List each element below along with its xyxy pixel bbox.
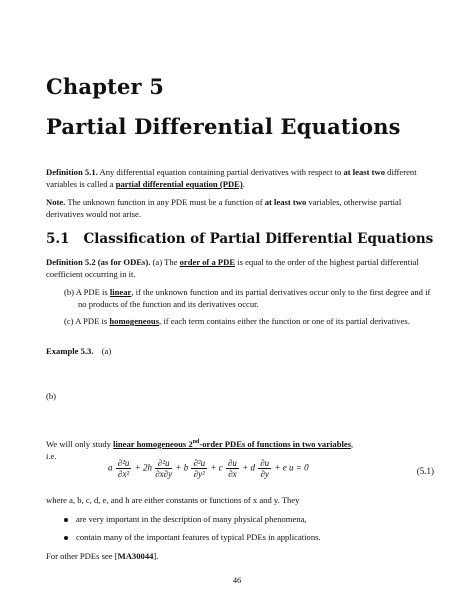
- example-part-a: (a): [101, 346, 112, 356]
- note: [46, 196, 432, 220]
- study-text: We will only study: [46, 438, 114, 449]
- definition-5-1: [46, 166, 432, 190]
- definition-text: Any differential equation containing partial derivatives with respect to: [97, 167, 344, 177]
- example-label: Example 5.3.: [46, 346, 94, 356]
- chapter-label: Chapter 5: [46, 74, 165, 99]
- eq-coef-a: a: [108, 462, 113, 473]
- eq-term: + 2h: [134, 462, 152, 473]
- eq-fraction: $\frac{\text{∂²u}}{\text{∂x²}}$: [117, 458, 130, 479]
- item-c-term: homogeneous: [109, 316, 160, 326]
- note-emphasis: at least two: [264, 197, 307, 207]
- note-text: The unknown function in any PDE must be a function of: [65, 197, 265, 207]
- item-a-text: The: [162, 257, 180, 267]
- equation-body: [108, 458, 309, 479]
- note-label: Note.: [46, 197, 66, 207]
- eq-term: + b: [175, 462, 189, 473]
- definition-term: partial differential equation (PDE): [115, 179, 243, 189]
- study-term: linear homogeneous 2nd-order PDEs of functions in two variables: [113, 438, 352, 449]
- item-c-text: A PDE is: [73, 316, 110, 326]
- section-heading: [46, 231, 433, 247]
- chapter-title: Partial Differential Equations: [46, 114, 401, 139]
- bullet-icon: [64, 536, 68, 540]
- definition-text: .: [242, 179, 245, 189]
- list-item: contain many of the important features of typical PDEs in applications.: [64, 532, 321, 542]
- eq-tail: + e u = 0: [274, 462, 309, 473]
- item-b-text: , if the unknown function and its partial derivatives occur only to the first degree and if no products of the function and its derivatives occur.: [78, 287, 431, 309]
- definition-emphasis: at least two: [343, 167, 385, 177]
- equation-5-1: [108, 458, 434, 486]
- where-clause: where a, b, c, d, e, and h are either constants or functions of x and y. They: [46, 495, 300, 505]
- definition-item-c: [64, 316, 432, 328]
- section-number: 5.1: [46, 231, 70, 247]
- item-b-marker: (b): [64, 287, 75, 297]
- eq-term: + d: [242, 462, 255, 473]
- example-part-b: (b): [46, 391, 57, 401]
- definition-5-2: [46, 256, 432, 280]
- section-title: Classification of Partial Differential Equations: [83, 231, 434, 247]
- example-5-3: [46, 346, 111, 356]
- bullet-icon: [64, 518, 68, 522]
- eq-fraction: $\frac{\partial u}{\partial y}$: [260, 458, 270, 479]
- list-item: are very important in the description of many physical phenomena,: [64, 514, 307, 524]
- note-text: variables, otherwise partial derivatives would not arise.: [46, 197, 402, 219]
- eq-fraction: $\frac{\text{∂²u}}{\text{∂y²}}$: [193, 458, 206, 479]
- eq-fraction: $\frac{\text{∂²u}}{\partial x\partial y}$: [155, 458, 173, 479]
- item-b-text: A PDE is: [74, 287, 110, 297]
- page-number: 46: [232, 575, 242, 585]
- reference-link: MA30044: [117, 551, 154, 561]
- item-a-text: is equal to the order of the highest partial differential coefficient occurring in it.: [46, 257, 419, 279]
- item-a-marker: (a): [152, 257, 163, 267]
- definition-label: Definition 5.2 (as for ODEs).: [46, 257, 151, 267]
- other-pdes: For other PDEs see [MA30044].: [46, 551, 159, 561]
- item-a-term: order of a PDE: [179, 257, 236, 267]
- definition-label: Definition 5.1.: [46, 167, 98, 177]
- definition-text: different variables is called a: [46, 167, 417, 189]
- item-c-text: , if each term contains either the function or one of its partial derivatives.: [159, 316, 410, 326]
- item-c-marker: (c): [64, 316, 74, 326]
- study-text: ,: [351, 438, 354, 449]
- definition-item-b: [64, 287, 432, 310]
- item-b-term: linear: [109, 287, 132, 297]
- equation-number: (5.1): [416, 466, 434, 476]
- eq-fraction: $\frac{\partial u}{\partial x}$: [227, 458, 237, 479]
- eq-term: + c: [210, 462, 223, 473]
- study-ie: i.e.: [46, 450, 57, 461]
